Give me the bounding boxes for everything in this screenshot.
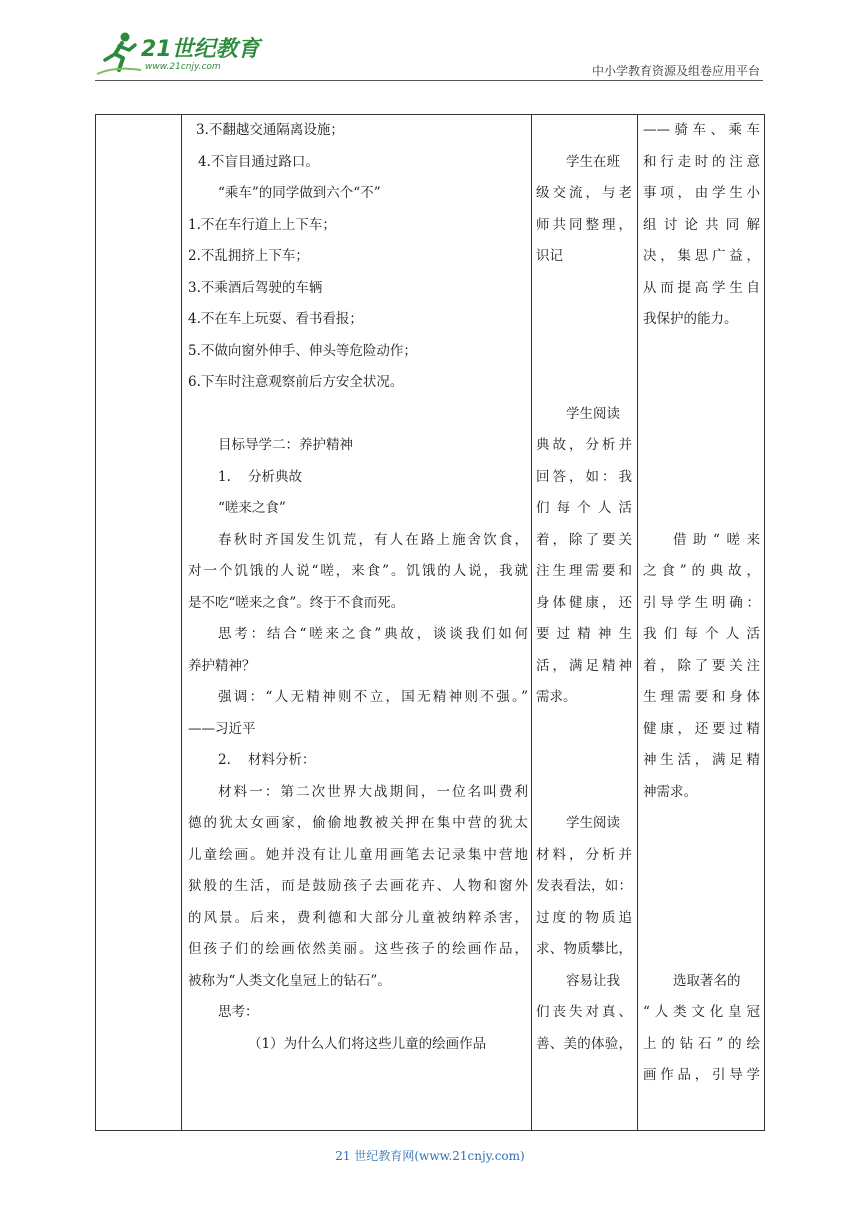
text-line: 师共同整理， (536, 216, 632, 233)
subheading: 2. 材料分析： (218, 752, 316, 768)
text-line: 识记 (536, 248, 563, 264)
design-intent-column (643, 115, 760, 1092)
text-line: 决，集思广益， (643, 248, 760, 264)
story-title: “嗟来之食” (218, 500, 286, 516)
header-rule (95, 80, 763, 81)
text-line: 之食”的典故， (643, 563, 760, 579)
text-line: 选取著名的 (673, 972, 741, 989)
text-line: （1）为什么人们将这些儿童的绘画作品 (248, 1035, 487, 1052)
text-line: 上的钻石”的绘 (643, 1035, 760, 1052)
text-line: 材料一：第二次世界大战期间，一位名叫费利 (218, 783, 528, 800)
text-line: 1.不在车行道上上下车； (188, 216, 336, 233)
section-heading: 目标导学二：养护精神 (218, 437, 353, 453)
page-footer[interactable]: 21 世纪教育网(www.21cnjy.com) (335, 1149, 525, 1163)
text-line: 5.不做向窗外伸手、伸头等危险动作； (188, 342, 417, 359)
blank-line (643, 840, 760, 872)
blank-line (536, 304, 632, 336)
text-line: 的风景。后来，费利德和大部分儿童被纳粹杀害， (188, 909, 528, 926)
subheading: 1. 分析典故 (218, 468, 303, 485)
text-line: 过度的物质追 (536, 909, 632, 926)
text-line: 回答，如：我 (536, 468, 632, 485)
runner-logo-icon (95, 30, 143, 76)
text-line: 着，除了要关注 (643, 657, 760, 674)
text-line: 材料，分析并 (536, 846, 632, 863)
text-line: 着，除了要关 (536, 531, 632, 548)
blank-line (536, 777, 632, 809)
text-line: “乘车”的同学做到六个“不” (218, 185, 381, 201)
blank-line (643, 336, 760, 368)
text-line: 神需求。 (643, 783, 697, 800)
text-line: 狱般的生活，而是鼓励孩子去画花卉、人物和窗外 (188, 878, 528, 894)
text-line: 是不吃“嗟来之食”。终于不食而死。 (188, 594, 405, 611)
text-line: 对一个饥饿的人说“嗟，来食”。饥饿的人说，我就 (188, 563, 528, 579)
text-line: 学生阅读 (566, 405, 620, 422)
text-line: 和行走时的注意 (643, 153, 760, 170)
text-line: 神生活，满足精 (643, 752, 760, 768)
blank-line (643, 808, 760, 840)
blank-line (643, 493, 760, 525)
text-line: 4.不在车上玩耍、看书看报； (188, 311, 363, 327)
text-line: 春秋时齐国发生饥荒，有人在路上施舍饮食， (218, 531, 528, 548)
blank-line (643, 903, 760, 935)
text-line: 注生理需要和 (536, 563, 632, 579)
text-line: 生理需要和身体 (643, 689, 760, 705)
text-line: 但孩子们的绘画依然美丽。这些孩子的绘画作品， (188, 941, 528, 957)
text-line: 我们每个人活 (643, 626, 760, 642)
text-line: 身体健康，还 (536, 594, 632, 611)
text-line: 典故，分析并 (536, 437, 632, 453)
blank-line (536, 367, 632, 399)
text-line: 们丧失对真、 (536, 1004, 632, 1020)
logo-url: www.21cnjy.com (145, 62, 221, 72)
text-line: 们每个人活 (536, 500, 632, 516)
text-line: 画作品，引导学 (643, 1067, 760, 1083)
text-line: 6.下车时注意观察前后方安全状况。 (188, 374, 404, 390)
text-line: 善、美的体验， (536, 1035, 632, 1052)
text-line: 从而提高学生自 (643, 279, 760, 296)
text-line: 学生阅读 (566, 815, 620, 831)
blank-line (643, 430, 760, 462)
text-line: 3.不乘酒后驾驶的车辆 (188, 279, 323, 296)
text-line: 我保护的能力。 (643, 311, 738, 327)
text-line: 事项，由学生小 (643, 185, 760, 201)
blank-line (643, 367, 760, 399)
blank-line (643, 399, 760, 431)
blank-line (188, 399, 528, 431)
text-line: 组讨论共同解 (643, 216, 760, 233)
text-line: 思考： (218, 1004, 259, 1020)
page-header (0, 0, 860, 90)
text-line: 德的犹太女画家，偷偷地教被关押在集中营的犹太 (188, 815, 528, 831)
blank-line (643, 871, 760, 903)
student-activity-column (536, 115, 632, 1060)
text-line: 容易让我 (566, 972, 620, 989)
text-line: 级交流，与老 (536, 185, 632, 201)
text-line: 发表看法，如： (536, 878, 632, 894)
text-line: 被称为“人类文化皇冠上的钻石”。 (188, 972, 391, 989)
text-line: 4.不盲目通过路口。 (198, 153, 319, 170)
blank-line (536, 273, 632, 305)
text-line: 3.不翻越交通隔离设施； (196, 122, 344, 138)
text-line: 要过精神生 (536, 626, 632, 642)
logo (95, 30, 265, 78)
text-line: 学生在班 (566, 153, 620, 170)
logo-title: 21世纪教育 (141, 37, 260, 62)
text-line: 活，满足精神 (536, 657, 632, 674)
blank-line (536, 115, 632, 147)
text-line: 儿童绘画。她并没有让儿童用画笔去记录集中营地 (188, 846, 528, 863)
text-line: 引导学生明确： (643, 594, 760, 611)
text-line: ——骑车、乘车 (643, 122, 760, 138)
text-line: 思考：结合“嗟来之食”典故，谈谈我们如何 (218, 626, 528, 642)
blank-line (643, 462, 760, 494)
blank-line (536, 336, 632, 368)
blank-line (643, 934, 760, 966)
text-line: 求、物质攀比， (536, 941, 632, 957)
text-line: 养护精神？ (188, 657, 256, 674)
blank-line (536, 714, 632, 746)
text-line: 需求。 (536, 689, 577, 705)
text-line: 健康，还要过精 (643, 720, 760, 737)
teaching-content-column (188, 115, 528, 1060)
text-line: “人类文化皇冠 (643, 1004, 760, 1020)
quote-attribution: ——习近平 (188, 720, 256, 737)
platform-name: 中小学教育资源及组卷应用平台 (591, 64, 760, 78)
text-line: 借助“嗟来 (673, 531, 760, 548)
text-line: 2.不乱拥挤上下车； (188, 248, 309, 264)
quote-line: 强调：“人无精神则不立，国无精神则不强。” (218, 689, 528, 705)
blank-line (536, 745, 632, 777)
